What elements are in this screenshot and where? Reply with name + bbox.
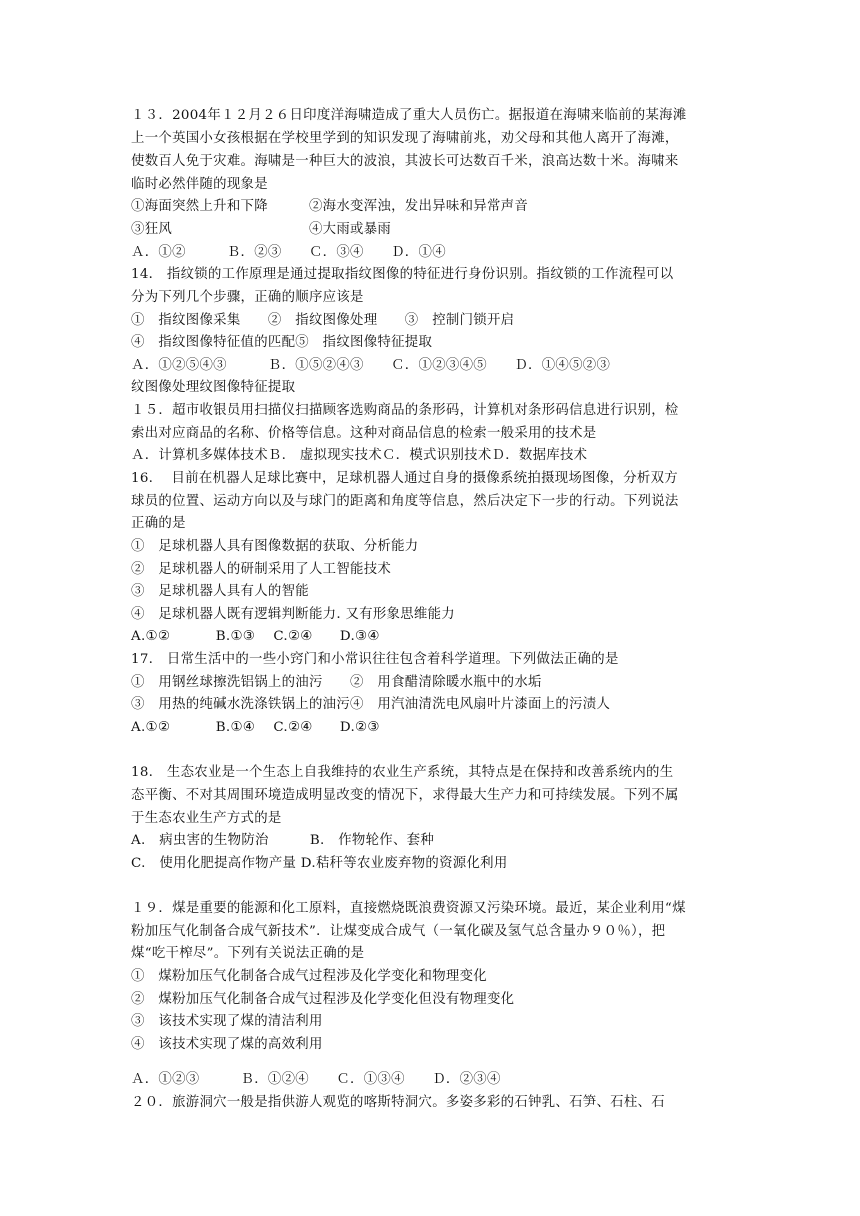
question-13-answers: Ａ．①② Ｂ．②③ Ｃ．③④ Ｄ．①④ xyxy=(131,245,446,260)
question-18-line-1: 18. 生态农业是一个生态上自我维持的农业生产系统，其特点是在保持和改善系统内的生 xyxy=(131,765,674,780)
question-17-option-line-2: ③ 用热的纯碱水洗涤铁锅上的油污④ 用汽油清洗电风扇叶片漆面上的污渍人 xyxy=(131,697,611,712)
question-18-line-3: 于生态农业生产方式的是 xyxy=(131,811,282,826)
question-19-line-2: 粉加压气化制备合成气新技术”．让煤变成合成气（一氧化碳及氢气总含量办９０％），把 xyxy=(131,924,666,939)
question-19-statement-2: ② 煤粉加压气化制备合成气过程涉及化学变化但没有物理变化 xyxy=(131,992,515,1007)
question-14-residual-text: 纹图像处理纹图像特征提取 xyxy=(131,380,296,395)
question-16-line-2: 球员的位置、运动方向以及与球门的距离和角度等信息，然后决定下一步的行动。下列说法 xyxy=(131,494,679,509)
question-13-line-4: 临时必然伴随的现象是 xyxy=(131,177,268,192)
question-19-statement-3: ③ 该技术实现了煤的清洁利用 xyxy=(131,1014,323,1029)
question-18-options-ab: A. 病虫害的生物防治 B. 作物轮作、套种 xyxy=(131,833,435,848)
question-19-line-3: 煤“吃干榨尽”。下列有关说法正确的是 xyxy=(131,946,365,961)
question-15-answers: Ａ．计算机多媒体技术Ｂ. 虚拟现实技术Ｃ．模式识别技术Ｄ．数据库技术 xyxy=(131,448,588,463)
question-14-option-line-2: ④ 指纹图像特征值的匹配⑤ 指纹图像特征提取 xyxy=(131,335,433,350)
question-15-line-1: １５．超市收银员用扫描仪扫描顾客选购商品的条形码，计算机对条形码信息进行识别，检 xyxy=(131,403,679,418)
question-13-line-1: １３．2004年１２月２６日印度洋海啸造成了重大人员伤亡。据报道在海啸来临前的某海滩 xyxy=(131,108,687,123)
question-16-line-3: 正确的是 xyxy=(131,516,186,531)
question-19-line-1: １９．煤是重要的能源和化工原料，直接燃烧既浪费资源又污染环境。最近，某企业利用“煤 xyxy=(131,901,686,916)
question-14-line-2: 分为下列几个步骤，正确的顺序应该是 xyxy=(131,290,364,305)
question-16-answers: A.①② B.①③ C.②④ D.③④ xyxy=(131,629,380,644)
question-18-options-cd: C. 使用化肥提高作物产量 D.秸秆等农业废弃物的资源化利用 xyxy=(131,856,508,871)
question-13-option-line-1: ①海面突然上升和下降 ②海水变浑浊，发出异味和异常声音 xyxy=(131,199,529,214)
question-13-option-line-2: ③狂风 ④大雨或暴雨 xyxy=(131,222,392,237)
question-16-line-1: 16. 目前在机器人足球比赛中，足球机器人通过自身的摄像系统拍摄现场图像，分析双方 xyxy=(131,471,678,486)
question-14-answers: Ａ．①②⑤④③ Ｂ．①⑤②④③ Ｃ．①②③④⑤ Ｄ．①④⑤②③ xyxy=(131,358,611,373)
question-19-answers: Ａ．①②③ Ｂ．①②④ Ｃ．①③④ Ｄ．②③④ xyxy=(131,1072,501,1087)
question-17-answers: A.①② B.①④ C.②④ D.②③ xyxy=(131,720,380,735)
question-13-line-2: 上一个英国小女孩根据在学校里学到的知识发现了海啸前兆，劝父母和其他人离开了海滩， xyxy=(131,131,679,146)
question-16-statement-1: ① 足球机器人具有图像数据的获取、分析能力 xyxy=(131,539,419,554)
question-15-line-2: 索出对应商品的名称、价格等信息。这种对商品信息的检索一般采用的技术是 xyxy=(131,426,597,441)
question-17-option-line-1: ① 用钢丝球擦洗铝锅上的油污 ② 用食醋清除暖水瓶中的水垢 xyxy=(131,675,542,690)
question-16-statement-2: ② 足球机器人的研制采用了人工智能技术 xyxy=(131,562,392,577)
question-18-line-2: 态平衡、不对其周围环境造成明显改变的情况下，求得最大生产力和可持续发展。下列不属 xyxy=(131,788,679,803)
question-14-line-1: 14． 指纹锁的工作原理是通过提取指纹图像的特征进行身份识别。指纹锁的工作流程可以 xyxy=(131,267,674,282)
question-20-line-1: ２０．旅游洞穴一般是指供游人观览的喀斯特洞穴。多姿多彩的石钟乳、石笋、石柱、石 xyxy=(131,1095,665,1110)
question-13-line-3: 使数百人免于灾难。海啸是一种巨大的波浪，其波长可达数百千米，浪高达数十米。海啸来 xyxy=(131,154,679,169)
question-14-option-line-1: ① 指纹图像采集 ② 指纹图像处理 ③ 控制门锁开启 xyxy=(131,313,515,328)
question-16-statement-3: ③ 足球机器人具有人的智能 xyxy=(131,584,309,599)
question-16-statement-4: ④ 足球机器人既有逻辑判断能力. 又有形象思维能力 xyxy=(131,607,455,622)
question-19-statement-1: ① 煤粉加压气化制备合成气过程涉及化学变化和物理变化 xyxy=(131,969,487,984)
question-17-line-1: 17. 日常生活中的一些小窍门和小常识往往包含着科学道理。下列做法正确的是 xyxy=(131,652,619,667)
question-19-statement-4: ④ 该技术实现了煤的高效利用 xyxy=(131,1037,323,1052)
